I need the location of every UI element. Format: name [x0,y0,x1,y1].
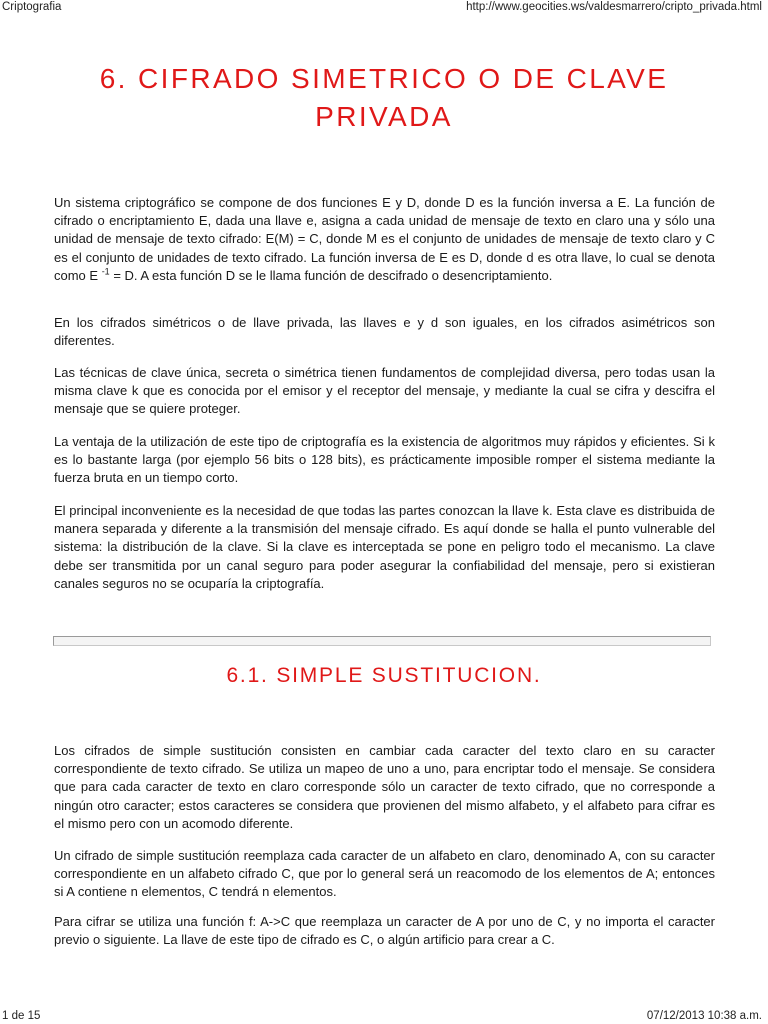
paragraph-inconveniente: El principal inconveniente es la necesidad de que todas las partes conozcan la llave k. Esta clave es distribuida de manera separada y diferente a la transmisión del mensaje cifrado. Es aquí donde se halla el punto vulnerable del sistema: la distribución de la clave. Si la clave es interceptada se pone en peligro todo el mecanismo. La clave debe ser transmitida por un canal seguro para poder asegurar la confiabilidad del mensaje, pero si existieran canales seguros no se ocuparía la criptografía. [54,503,715,591]
print-header [0,0,768,16]
site-title: Criptografia [2,1,62,13]
paragraph-simple-sustitucion: Los cifrados de simple sustitución consisten en cambiar cada caracter del texto claro en su caracter correspondiente de texto cifrado. Se utiliza un mapeo de uno a uno, para encriptar todo el mensaje. Se considera que para cada caracter de texto en claro corresponde sólo un caracter de texto cifrado, que no corresponde a ningún otro caracter; estos caracteres se considera que provienen del mismo alfabeto, y el alfabeto para cifrar es el mismo pero con un acomodo diferente. [54,743,715,831]
page-url: http://www.geocities.ws/valdesmarrero/cripto_privada.html [466,1,762,13]
paragraph-clave-unica: Las técnicas de clave única, secreta o simétrica tienen fundamentos de complejidad diversa, pero todas usan la misma clave k que es conocida por el emisor y el receptor del mensaje, y mediante la cual se cifra y descifra el mensaje que se quiere proteger. [54,365,715,417]
paragraph-text: Un sistema criptográfico se compone de dos funciones E y D, donde D es la función inversa a E. La función de cifrado o encriptamiento E, dada una llave e, asigna a cada unidad de mensaje de texto en claro una y sólo una unidad de mensaje de texto cifrado: E(M) = C, donde M es el conjunto de unidades de mensaje de texto claro y C es el conjunto de unidades de texto cifrado. La función inversa de E es D, donde d es otra llave, lo cual se denota como E [54,195,715,283]
paragraph-alfabeto: Un cifrado de simple sustitución reemplaza cada caracter de un alfabeto en claro, denominado A, con su caracter correspondiente en un alfabeto cifrado C, que por lo general será un reacomodo de los elementos de A; entonces si A contiene n elementos, C tendrá n elementos. [54,848,715,900]
page-title: 6. CIFRADO SIMETRICO O DE CLAVE PRIVADA [99,63,669,132]
paragraph-sistema-criptografico [54,194,715,285]
page-number: 1 de 15 [2,1010,41,1022]
print-datetime: 07/12/2013 10:38 a.m. [646,1010,762,1022]
superscript-inverse: -1 [101,266,110,277]
section-title: 6.1. SIMPLE SUSTITUCION. [226,664,542,687]
paragraph-text: = D. A esta función D se le llama función de descifrado o desencriptamiento. [109,267,553,283]
paragraph-llave-privada: En los cifrados simétricos o de llave privada, las llaves e y d son iguales, en los cifrados asimétricos son diferentes. [54,315,715,349]
paragraph-ventaja: La ventaja de la utilización de este tipo de criptografía es la existencia de algoritmos muy rápidos y eficientes. Si k es lo bastante larga (por ejemplo 56 bits o 128 bits), es prácticamente imposible romper el sistema mediante la fuerza bruta en un tiempo corto. [54,434,715,486]
section-divider [53,636,711,646]
print-footer [0,1008,768,1024]
paragraph-funcion-cifrar: Para cifrar se utiliza una función f: A->C que reemplaza un caracter de A por uno de C, y no importa el caracter previo o siguiente. La llave de este tipo de cifrado es C, o algún artificio para crear a C. [54,914,715,948]
